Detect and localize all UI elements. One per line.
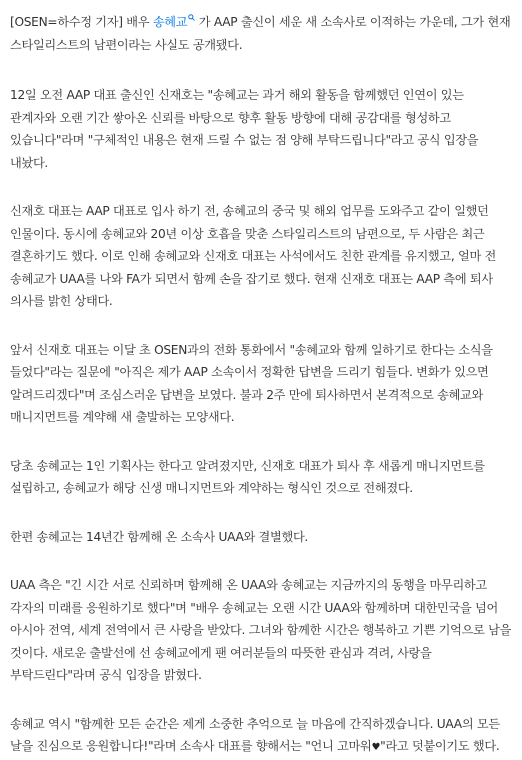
paragraph-8 xyxy=(10,713,512,760)
paragraph-3: 신재호 대표는 AAP 대표로 입사 하기 전, 송혜교의 중국 및 해외 업무를 도와주고 같이 일했던 인물이다. 동시에 송혜교와 20년 이상 호흡을 맞춘 스타일리스트의 남편으로, 두 사람은 최근 결혼하기도 했다. 이로 인해 송혜교와 신재호 대표는 사석에서도 친한 관계를 유지했고, 얼마 전 송혜교가 UAA를 나와 FA가 되면서 함께 손을 잡기로 했다. 현재 신재호 대표는 AAP 측에 퇴사 의사를 밝힌 상태다. xyxy=(10,204,497,308)
paragraph-6: 한편 송혜교는 14년간 함께해 온 소속사 UAA와 결별했다. xyxy=(10,529,308,544)
paragraph-5: 당초 송혜교는 1인 기획사는 한다고 알려졌지만, 신재호 대표가 퇴사 후 새롭게 매니지먼트를 설립하고, 송혜교가 해당 신생 매니지먼트와 계약하는 형식인 것으로 전해졌다. xyxy=(10,458,485,495)
paragraph-2: 12일 오전 AAP 대표 출신인 신재호는 "송혜교는 과거 해외 활동을 함께했던 인연이 있는 관계자와 오랜 기간 쌓아온 신뢰를 바탕으로 향후 활동 방향에 대해 공감대를 형성하고 있습니다"라며 "구체적인 내용은 현재 드릴 수 없는 점 양해 부탁드립니다"라고 공식 입장을 내놨다. xyxy=(10,88,479,170)
paragraph-8-lead: 송혜교 역시 "함께한 모든 순간은 제게 소중한 추억으로 늘 마음에 간직하겠습니다. UAA의 모든 날을 진심으로 응원합니다!"라며 소속사 대표를 향해서는 "언니 고마워 xyxy=(10,716,500,753)
person-link-song-hye-kyo[interactable] xyxy=(153,15,195,29)
paragraph-4: 앞서 신재호 대표는 이달 초 OSEN과의 전화 통화에서 "송혜교와 함께 일하기로 한다는 소식을 들었다"라는 질문에 "아직은 제가 AAP 소속이서 정확한 답변을 드리기 힘들다. 변화가 있으면 알려드리겠다"며 조심스러운 답변을 보였다. 불과 2주 만에 퇴사하면서 본격적으로 송혜교와 매니지먼트를 계약해 새 출발하는 모양새다. xyxy=(10,342,493,424)
paragraph-1 xyxy=(10,11,512,56)
paragraph-1-rest: 가 AAP 출신이 세운 새 소속사로 이적하는 가운데, 그가 현재 스타일리스트의 남편이라는 사실도 공개됐다. xyxy=(10,15,511,52)
paragraph-1-lead: [OSEN=하수정 기자] 배우 xyxy=(10,15,153,29)
heart-icon: ♥ xyxy=(371,742,381,753)
paragraph-7: UAA 측은 "긴 시간 서로 신뢰하며 함께해 온 UAA와 송혜교는 지금까지의 동행을 마무리하고 각자의 미래를 응원하기로 했다"며 "배우 송혜교는 오랜 시간 UAA와 함께하며 대한민국을 넘어 아시아 전역, 세계 전역에서 큰 사랑을 받았다. 그녀와 함께한 시간은 행복하고 기쁜 기억으로 남을 것이다. 새로운 출발선에 선 송혜교에게 팬 여러분들의 따뜻한 관심과 격려, 사랑을 부탁드린다"라며 공식 입장을 밝혔다. xyxy=(10,578,512,682)
paragraph-8-rest: "라고 덧붙이기도 했다. xyxy=(380,739,500,753)
person-link-label[interactable]: 송혜교 xyxy=(152,15,188,29)
